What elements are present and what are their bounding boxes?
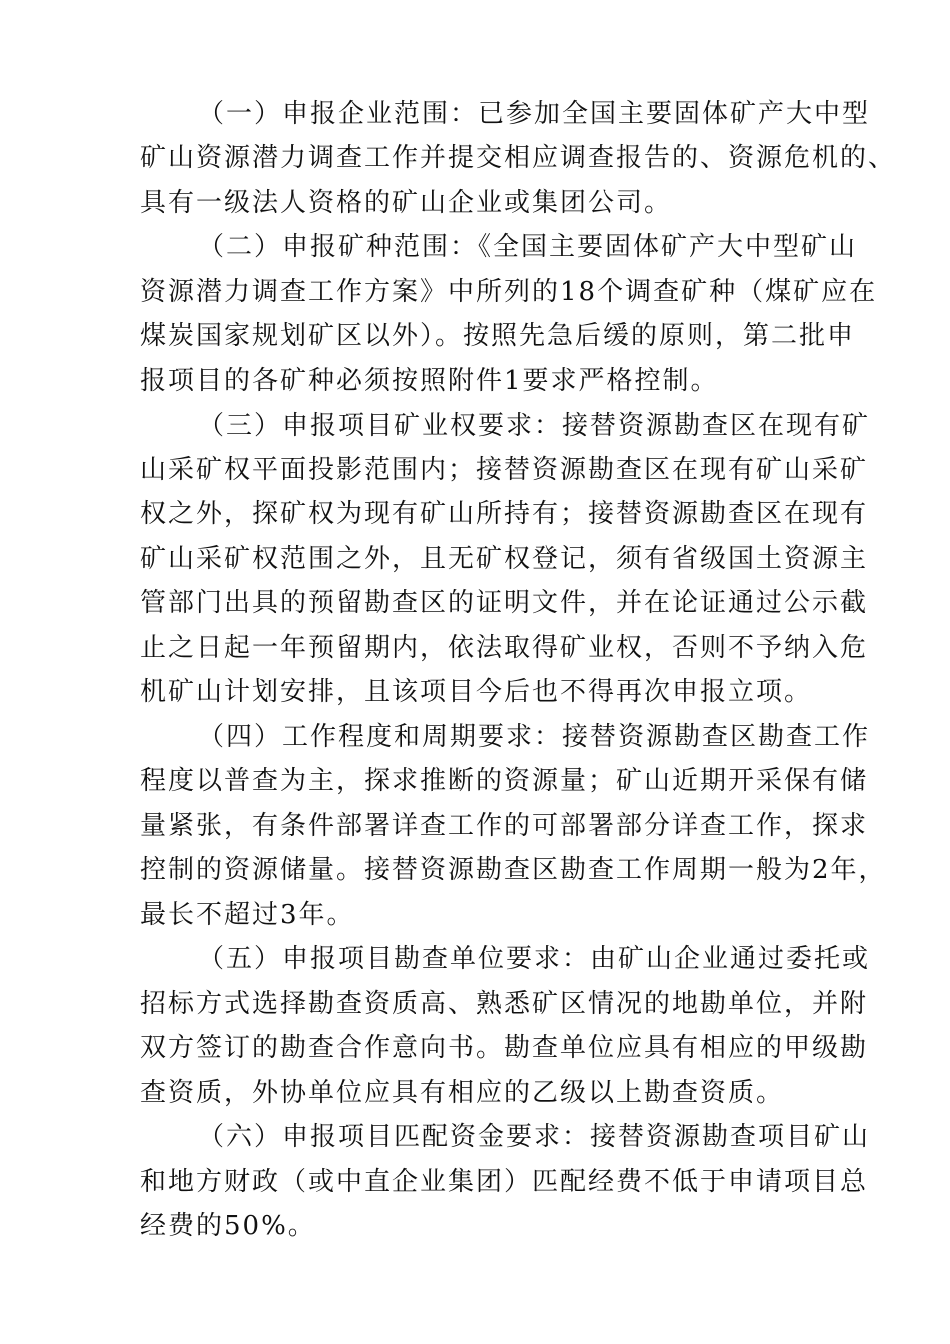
text-line: 机矿山计划安排，且该项目今后也不得再次申报立项。: [140, 677, 813, 707]
text-line: 止之日起一年预留期内，依法取得矿业权，否则不予纳入危: [140, 633, 869, 663]
text-line: （三）申报项目矿业权要求：接替资源勘查区在现有矿: [198, 411, 871, 441]
text-line: 控制的资源储量。接替资源勘查区勘查工作周期一般为2年，: [140, 855, 887, 885]
text-line: 报项目的各矿种必须按照附件1要求严格控制。: [140, 366, 719, 396]
text-line: （五）申报项目勘查单位要求：由矿山企业通过委托或: [198, 944, 871, 974]
text-line: 资源潜力调查工作方案》中所列的18个调查矿种（煤矿应在: [140, 277, 878, 307]
text-line: 量紧张，有条件部署详查工作的可部署部分详查工作，探求: [140, 811, 869, 841]
text-line: （二）申报矿种范围：《全国主要固体矿产大中型矿山: [198, 232, 858, 262]
text-line: 权之外，探矿权为现有矿山所持有；接替资源勘查区在现有: [140, 499, 869, 529]
text-line: 具有一级法人资格的矿山企业或集团公司。: [140, 188, 673, 218]
text-line: 管部门出具的预留勘查区的证明文件，并在论证通过公示截: [140, 588, 869, 618]
text-line: 煤炭国家规划矿区以外）。按照先急后缓的原则，第二批申: [140, 321, 856, 351]
text-line: （四）工作程度和周期要求：接替资源勘查区勘查工作: [198, 722, 871, 752]
text-line: 和地方财政（或中直企业集团）匹配经费不低于申请项目总: [140, 1167, 869, 1197]
text-line: 程度以普查为主，探求推断的资源量；矿山近期开采保有储: [140, 766, 869, 796]
text-line: 矿山资源潜力调查工作并提交相应调查报告的、资源危机的、: [140, 143, 897, 173]
text-line: 最长不超过3年。: [140, 900, 355, 930]
text-line: 山采矿权平面投影范围内；接替资源勘查区在现有矿山采矿: [140, 455, 869, 485]
text-line: 经费的50%。: [140, 1211, 316, 1241]
text-line: （六）申报项目匹配资金要求：接替资源勘查项目矿山: [198, 1122, 871, 1152]
text-line: 矿山采矿权范围之外，且无矿权登记，须有省级国土资源主: [140, 544, 869, 574]
text-line: 招标方式选择勘查资质高、熟悉矿区情况的地勘单位，并附: [140, 989, 869, 1019]
text-line: 双方签订的勘查合作意向书。勘查单位应具有相应的甲级勘: [140, 1033, 869, 1063]
text-line: 查资质，外协单位应具有相应的乙级以上勘查资质。: [140, 1078, 785, 1108]
text-line: （一）申报企业范围：已参加全国主要固体矿产大中型: [198, 99, 871, 129]
